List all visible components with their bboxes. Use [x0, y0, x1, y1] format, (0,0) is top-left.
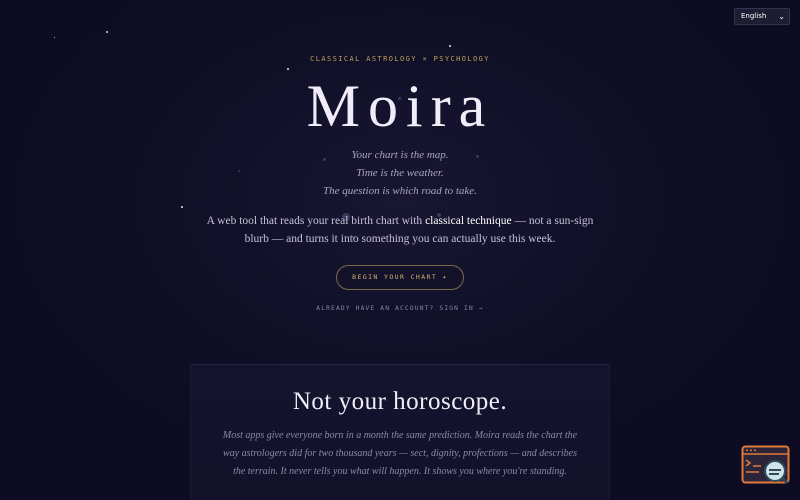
page-title: Moira [306, 73, 494, 139]
intro-text: — not a sun-sign blurb — and turns it into something you can actually use this week. [244, 215, 594, 245]
section-title: Not your horoscope. [292, 388, 508, 415]
star [449, 45, 451, 47]
sign-in-link[interactable]: ALREADY HAVE AN ACCOUNT? SIGN IN → [316, 305, 484, 312]
hero-tagline [0, 146, 800, 200]
tagline-line: Your chart is the map. [351, 149, 449, 161]
tagline-line: The question is which road to take. [323, 185, 477, 197]
star [106, 31, 108, 33]
section-body: Most apps give everyone born in a month the same prediction. Moira reads the chart the way astrologers did for two thousand years — sect, dignity, profections — and describes the terrain. It never tells you what will happen. It shows you where you're standing. [222, 430, 578, 477]
star [54, 37, 55, 38]
language-select-value: English [741, 12, 767, 20]
intro-highlight: classical technique [425, 215, 512, 227]
intro-text: A web tool that reads your real birth chart with [206, 215, 426, 227]
language-select[interactable] [734, 8, 790, 25]
hero-intro [200, 213, 600, 248]
tagline-line: Time is the weather. [356, 167, 444, 179]
hero-eyebrow: CLASSICAL ASTROLOGY × PSYCHOLOGY [310, 55, 490, 63]
begin-chart-button[interactable]: BEGIN YOUR CHART ✦ [336, 265, 464, 290]
window-search-icon-graphic [741, 445, 790, 486]
chevron-down-icon: ⌄ [778, 12, 785, 21]
star [181, 206, 183, 208]
window-search-icon[interactable] [741, 445, 790, 486]
